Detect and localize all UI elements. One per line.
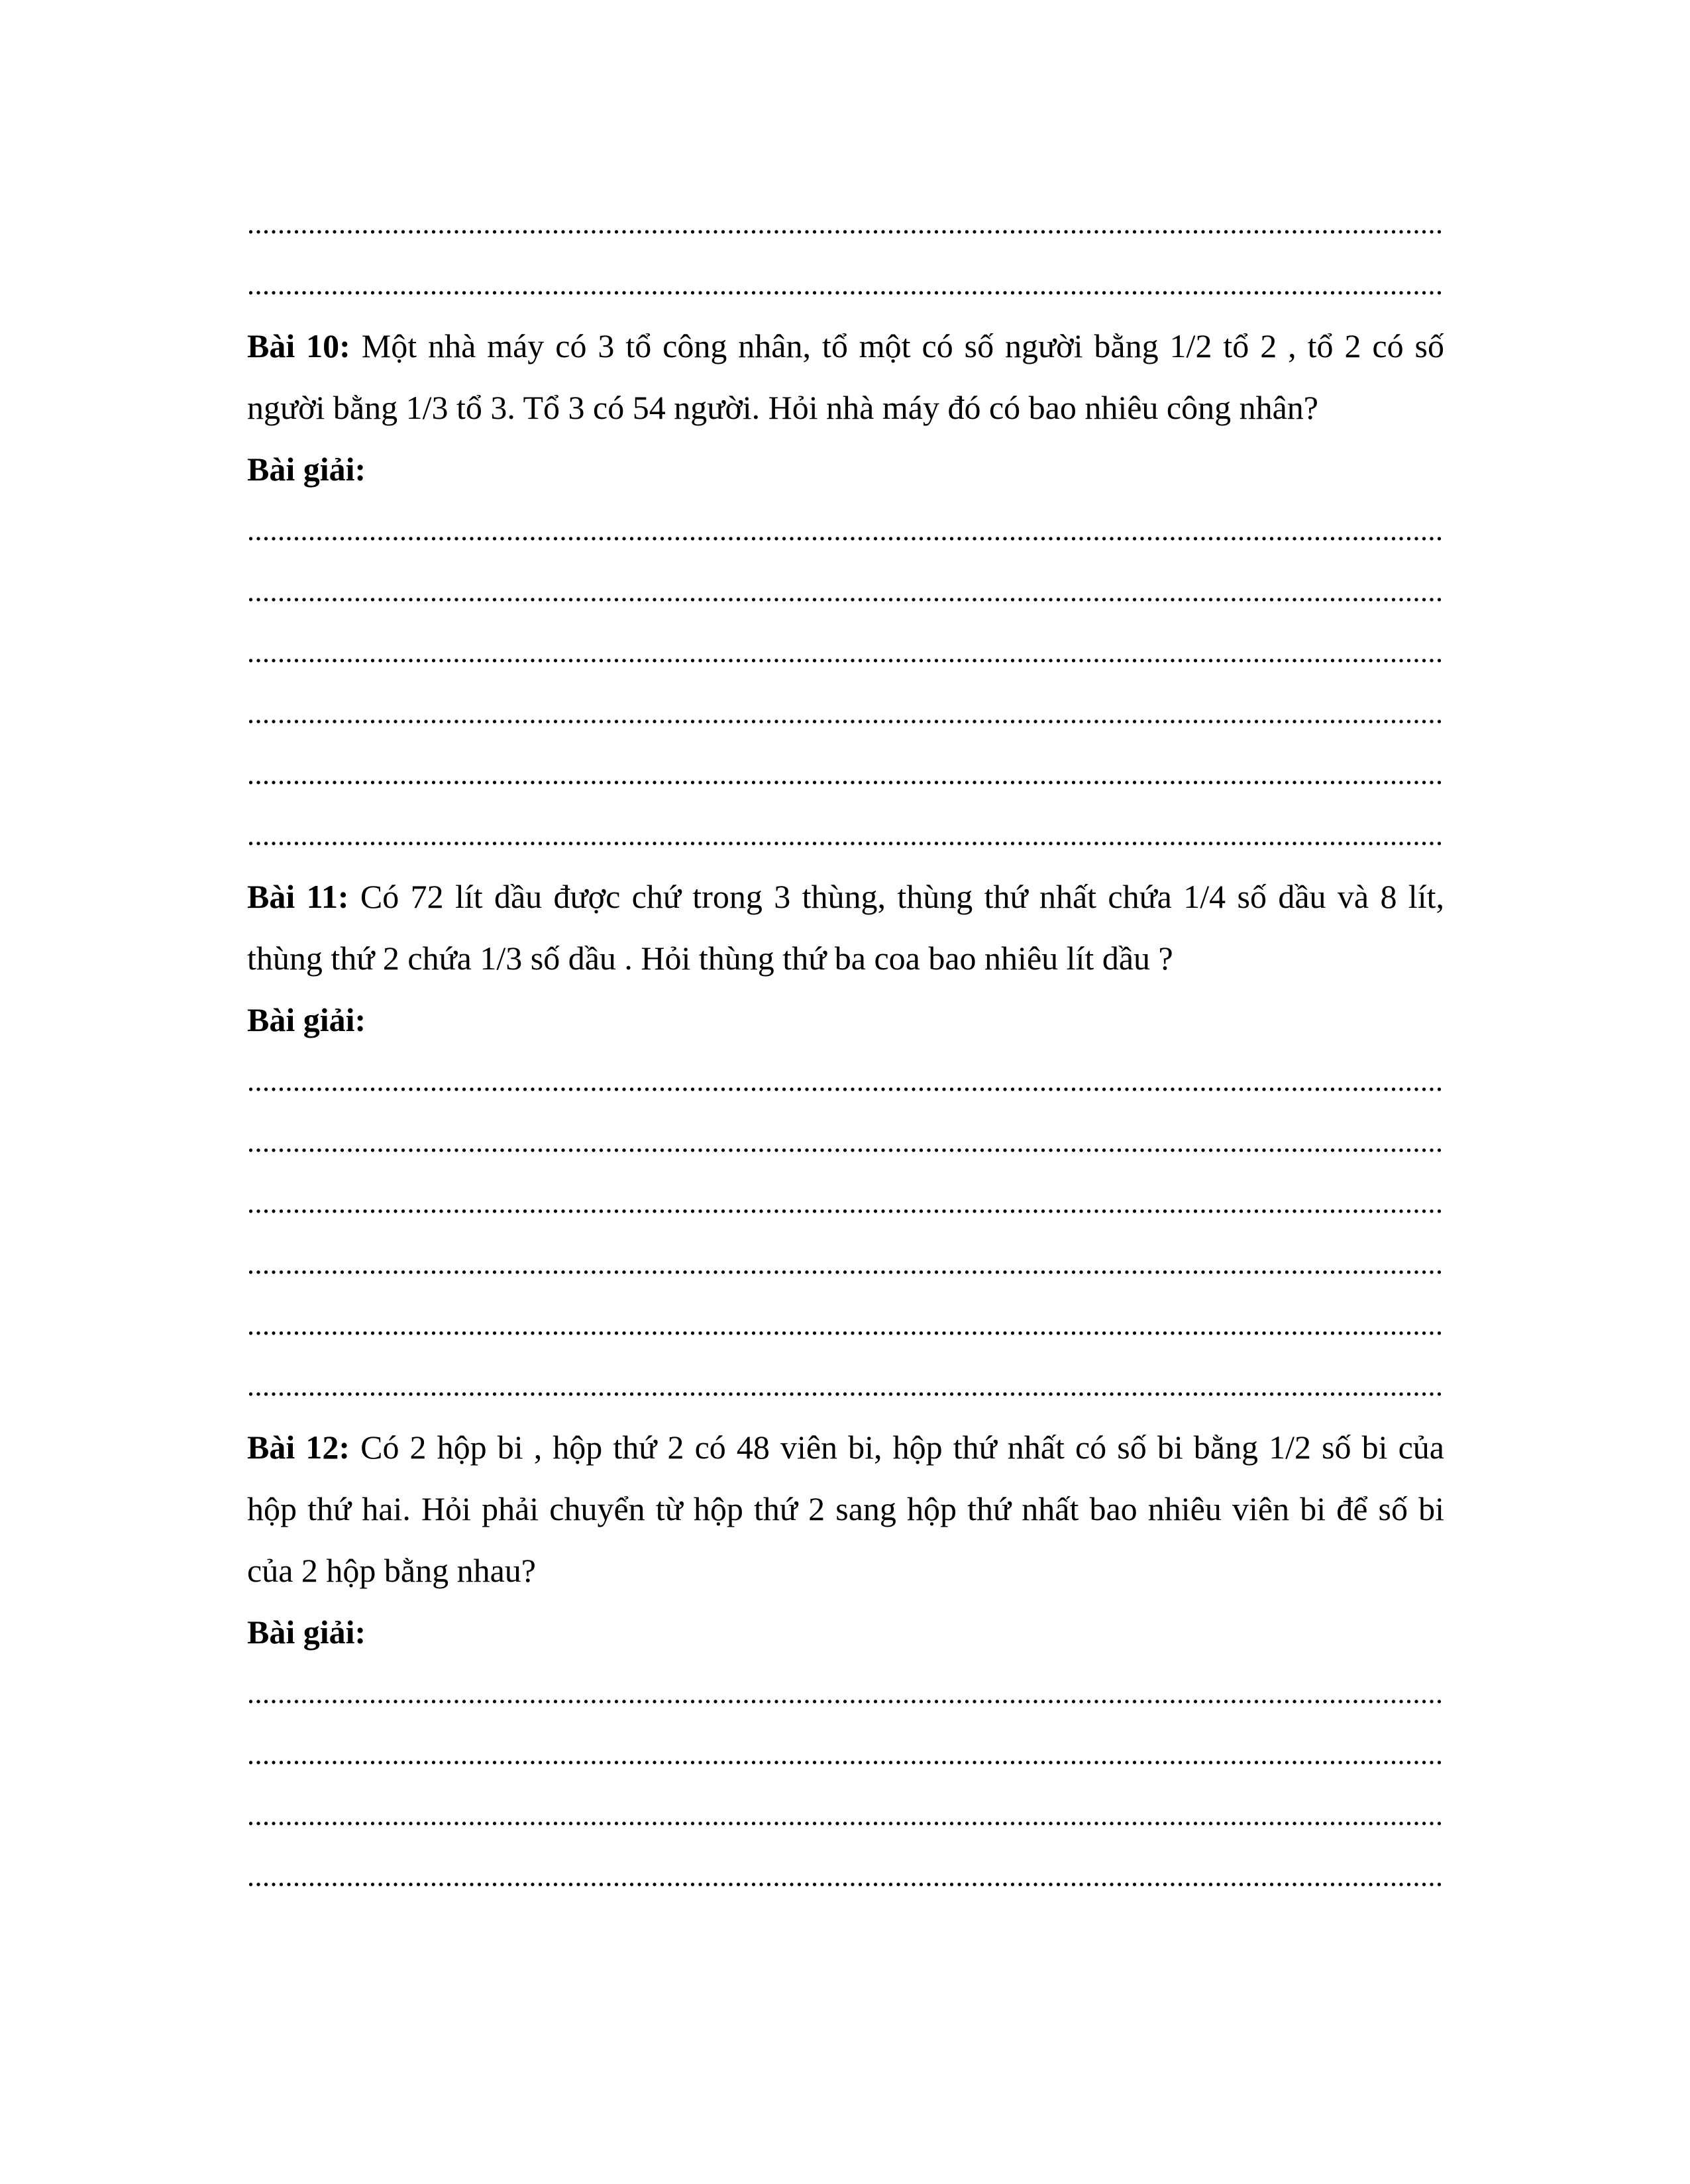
problem-text: Có 2 hộp bi , hộp thứ 2 có 48 viên bi, hộp thứ nhất có số bi bằng 1/2 số bi của hộp thứ hai. Hỏi phải chuyển từ hộp thứ 2 sang hộp thứ nhất bao nhiêu viên bi để số bi của 2 hộp bằng nhau?: [247, 1429, 1444, 1589]
solution-label: Bài giải:: [247, 1001, 366, 1038]
answer-line: [247, 1051, 1444, 1112]
problem-text: Một nhà máy có 3 tổ công nhân, tổ một có số người bằng 1/2 tổ 2 , tổ 2 có số người bằng 1/3 tổ 3. Tổ 3 có 54 người. Hỏi nhà máy đó có bao nhiêu công nhân?: [247, 327, 1444, 426]
worksheet-content: [247, 193, 1444, 1907]
answer-line: [247, 622, 1444, 683]
problem-label: Bài 11:: [247, 878, 349, 915]
problem-12: [247, 1417, 1444, 1602]
problem-label: Bài 10:: [247, 327, 350, 364]
solution-label: Bài giải:: [247, 1613, 366, 1651]
answer-line: [247, 744, 1444, 805]
answer-line: [247, 805, 1444, 866]
problem-11: [247, 866, 1444, 989]
answer-line: [247, 683, 1444, 744]
answer-line: [247, 1846, 1444, 1907]
answer-line: [247, 1112, 1444, 1173]
answer-line: [247, 561, 1444, 622]
answer-line: [247, 254, 1444, 315]
answer-line: [247, 1785, 1444, 1846]
answer-line: [247, 1234, 1444, 1295]
problem-label: Bài 12:: [247, 1429, 350, 1466]
answer-line: [247, 193, 1444, 254]
answer-line: [247, 1173, 1444, 1234]
answer-line: [247, 1663, 1444, 1724]
answer-line: [247, 500, 1444, 561]
problem-10: [247, 315, 1444, 439]
solution-label: Bài giải:: [247, 451, 366, 488]
answer-line: [247, 1356, 1444, 1417]
problem-text: Có 72 lít dầu được chứ trong 3 thùng, thùng thứ nhất chứa 1/4 số dầu và 8 lít, thùng thứ 2 chứa 1/3 số dầu . Hỏi thùng thứ ba coa bao nhiêu lít dầu ?: [247, 878, 1444, 977]
answer-line: [247, 1295, 1444, 1356]
answer-line: [247, 1724, 1444, 1785]
